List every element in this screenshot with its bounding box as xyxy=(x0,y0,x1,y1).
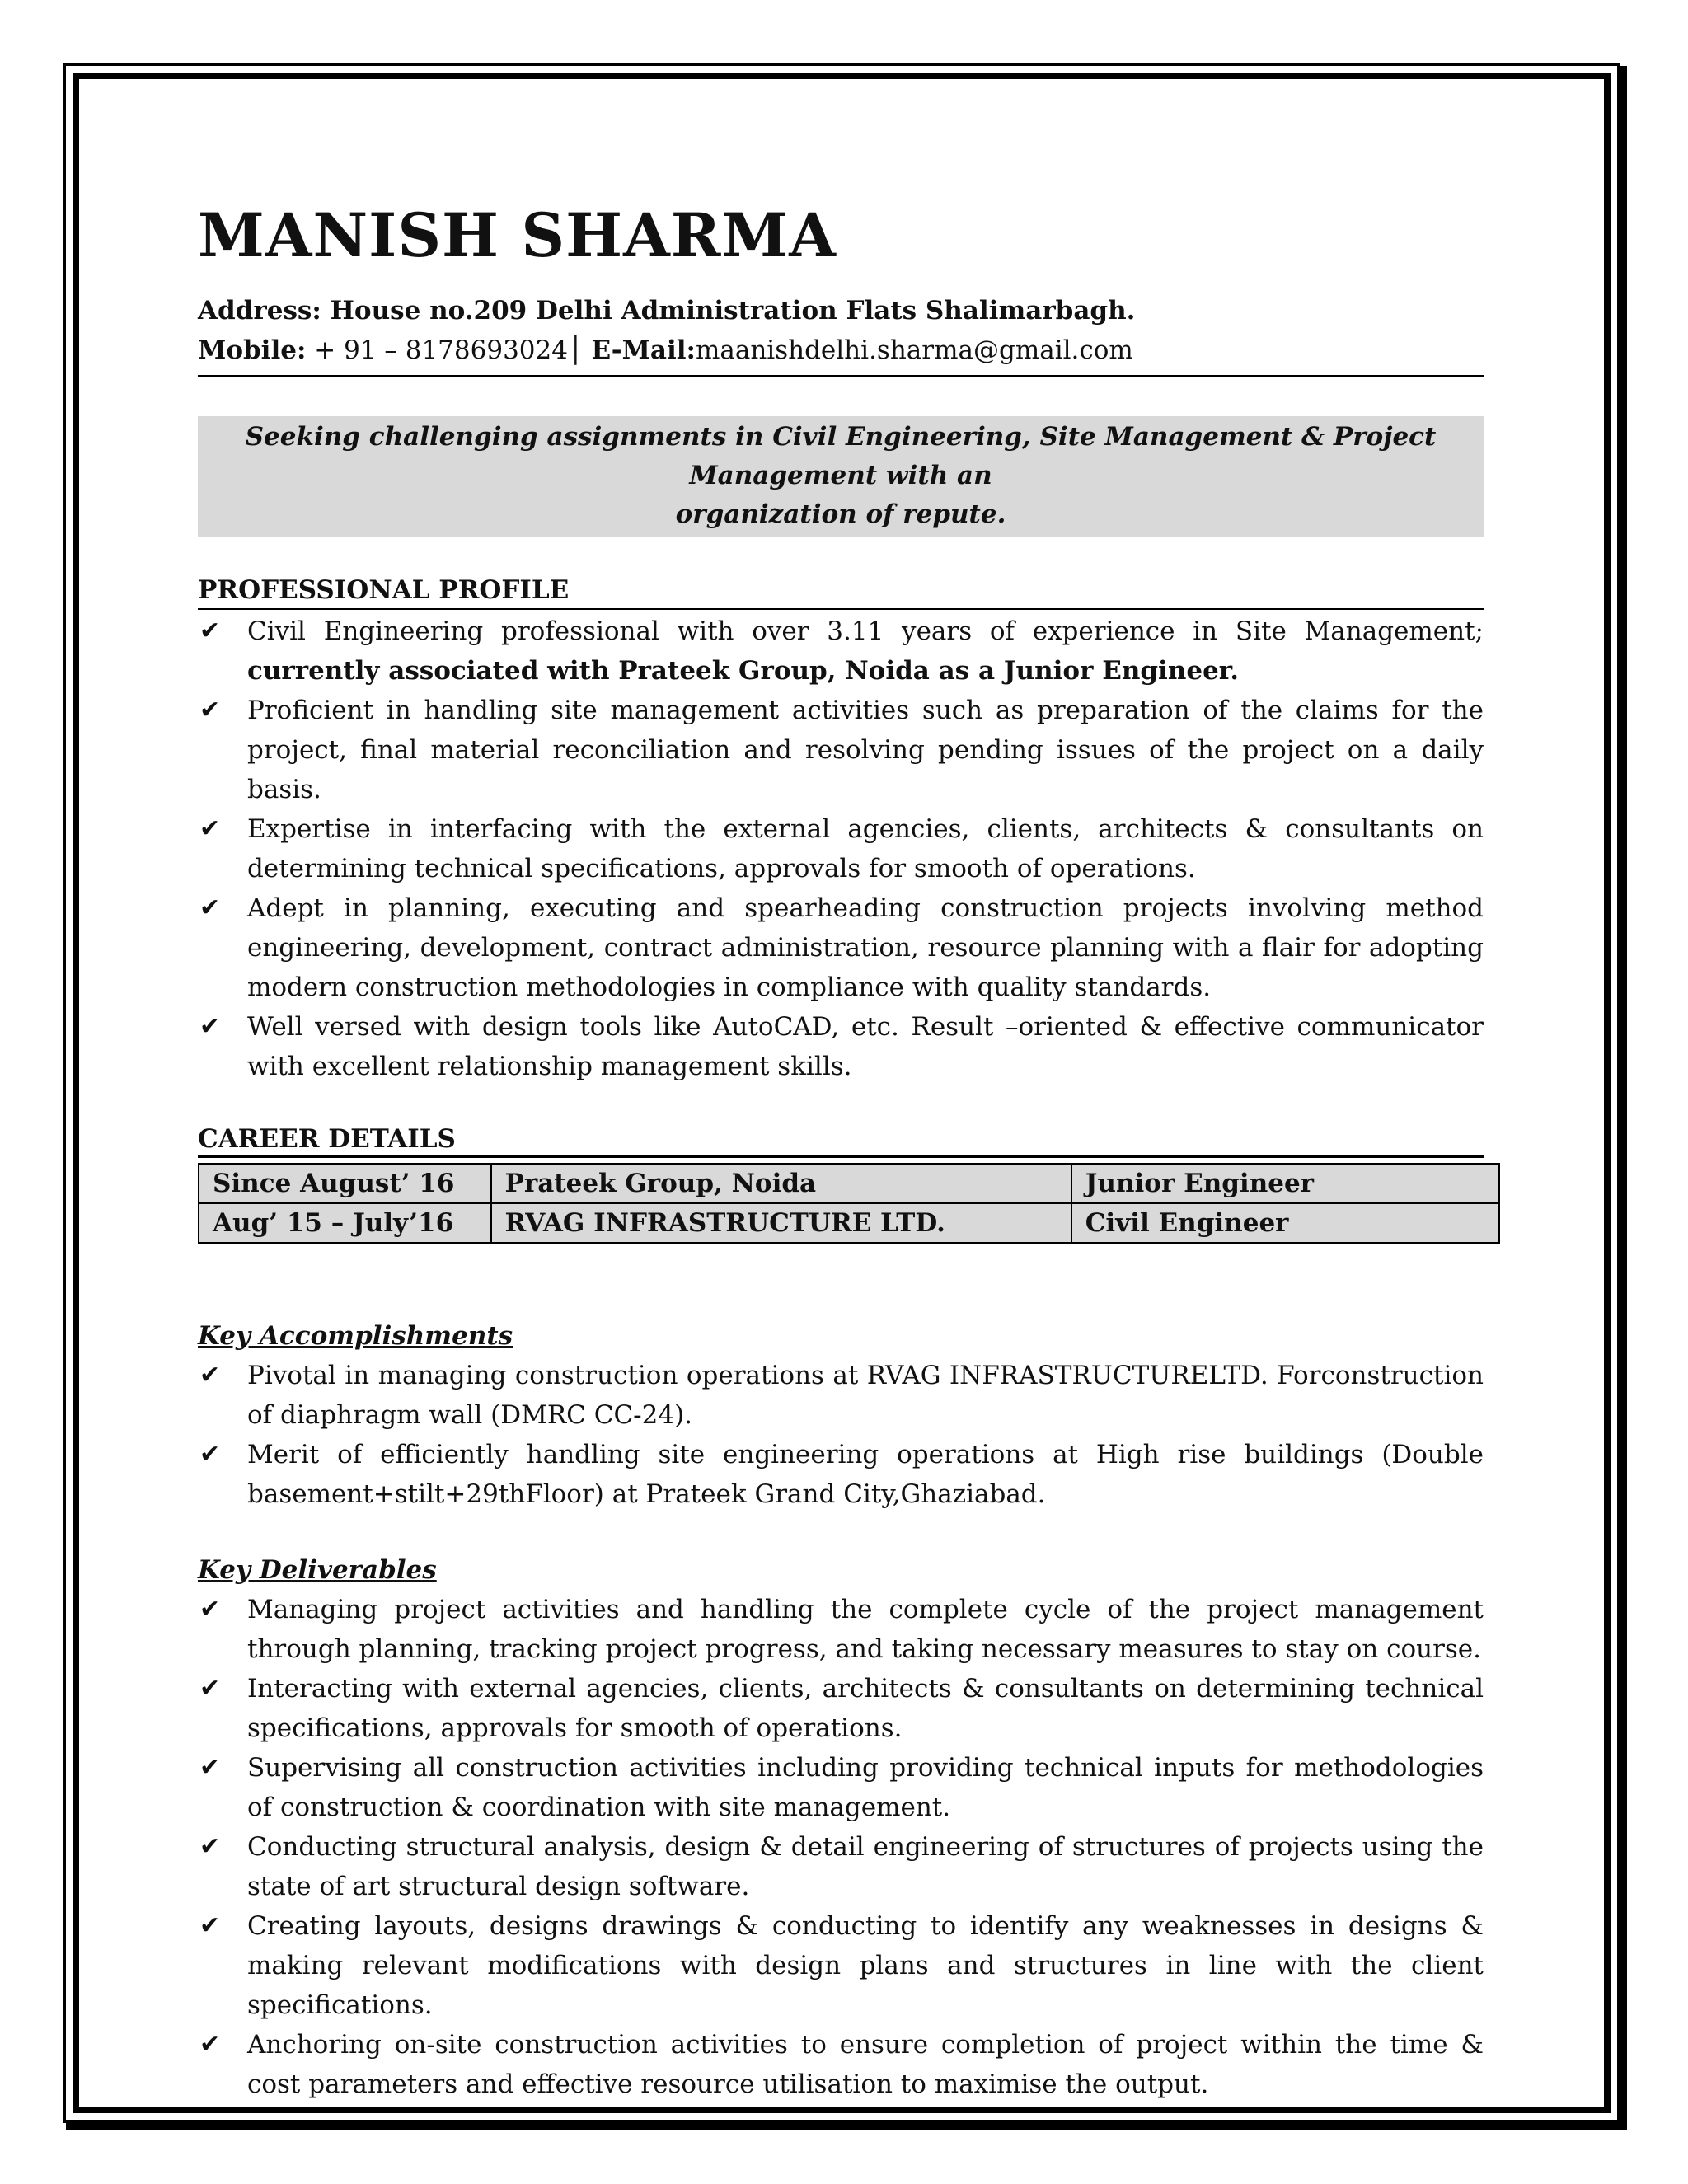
career-company: RVAG INFRASTRUCTURE LTD. xyxy=(491,1203,1071,1243)
list-item xyxy=(198,612,1484,691)
profile-item-text: Expertise in interfacing with the external agencies, clients, architects & consultants on determining technical specifications, approvals for smooth of operations. xyxy=(247,814,1484,883)
career-company: Prateek Group, Noida xyxy=(491,1164,1071,1203)
list-item xyxy=(198,1356,1484,1435)
checkmark-icon: ✔ xyxy=(199,1911,221,1940)
deliverable-text: Anchoring on-site construction activities to ensure completion of project within the time & cost parameters and effective resource utilisation to maximise the output. xyxy=(247,2030,1484,2099)
deliverables-list xyxy=(198,1590,1484,2104)
profile-item-text: Well versed with design tools like AutoCAD, etc. Result –oriented & effective communicator with excellent relationship management skills. xyxy=(247,1012,1484,1081)
email-value[interactable]: maanishdelhi.sharma@gmail.com xyxy=(695,335,1133,365)
checkmark-icon: ✔ xyxy=(199,893,221,922)
address-line xyxy=(198,291,1484,330)
checkmark-icon: ✔ xyxy=(199,1595,221,1624)
profile-item-highlight: currently associated with Prateek Group, Noida as a Junior Engineer. xyxy=(247,656,1240,686)
checkmark-icon: ✔ xyxy=(199,696,221,724)
career-heading-rule xyxy=(198,1155,1484,1158)
deliverable-text: Creating layouts, designs drawings & conducting to identify any weaknesses in designs & making relevant modifications with design plans and structures in line with the client specifications. xyxy=(247,1911,1484,2020)
checkmark-icon: ✔ xyxy=(199,2030,221,2059)
contact-line xyxy=(198,330,1484,370)
resume-content xyxy=(198,200,1484,2104)
deliverable-text: Supervising all construction activities including providing technical inputs for methodologies of construction & coordination with site management. xyxy=(247,1753,1484,1822)
accomplishments-list xyxy=(198,1356,1484,1514)
address-label: Address: xyxy=(198,296,321,326)
checkmark-icon: ✔ xyxy=(199,616,221,645)
checkmark-icon: ✔ xyxy=(199,1361,221,1390)
objective-line-1: Seeking challenging assignments in Civil Engineering, Site Management & Project Management with an xyxy=(245,422,1437,490)
accomplishments-heading: Key Accomplishments xyxy=(198,1321,513,1351)
list-item xyxy=(198,1906,1484,2025)
list-item xyxy=(198,1590,1484,1669)
checkmark-icon: ✔ xyxy=(199,1674,221,1703)
list-item xyxy=(198,809,1484,888)
list-item xyxy=(198,1827,1484,1906)
list-item xyxy=(198,691,1484,809)
table-row xyxy=(199,1164,1499,1203)
mobile-label: Mobile: xyxy=(198,335,307,365)
checkmark-icon: ✔ xyxy=(199,814,221,843)
accomplishment-text: Pivotal in managing construction operations at RVAG INFRASTRUCTURELTD. Forconstruction of diaphragm wall (DMRC CC-24). xyxy=(247,1361,1484,1430)
list-item xyxy=(198,1435,1484,1514)
checkmark-icon: ✔ xyxy=(199,1440,221,1469)
email-label: E-Mail: xyxy=(591,335,696,365)
profile-item-text: Adept in planning, executing and spearheading construction projects involving method engineering, development, contract administration, resource planning with a flair for adopting modern construction methodologies in compliance with quality standards. xyxy=(247,893,1484,1002)
table-row xyxy=(199,1203,1499,1243)
checkmark-icon: ✔ xyxy=(199,1012,221,1041)
career-role: Junior Engineer xyxy=(1071,1164,1499,1203)
deliverable-text: Conducting structural analysis, design & detail engineering of structures of projects using the state of art structural design software. xyxy=(247,1832,1484,1901)
header-divider xyxy=(198,375,1484,377)
candidate-name: MANISH SHARMA xyxy=(198,200,837,271)
career-table xyxy=(198,1163,1500,1244)
contact-separator: │ xyxy=(567,335,584,365)
career-role: Civil Engineer xyxy=(1071,1203,1499,1243)
mobile-value: + 91 – 8178693024 xyxy=(314,335,568,365)
accomplishment-text: Merit of efficiently handling site engineering operations at High rise buildings (Double basement+stilt+29thFloor) at Prateek Grand City,Ghaziabad. xyxy=(247,1440,1484,1509)
profile-list xyxy=(198,612,1484,1086)
list-item xyxy=(198,888,1484,1007)
objective-banner xyxy=(198,416,1484,537)
address-value: House no.209 Delhi Administration Flats Shalimarbagh. xyxy=(330,296,1136,326)
profile-item-text: Civil Engineering professional with over 3.11 years of experience in Site Management; xyxy=(247,616,1484,646)
career-heading: CAREER DETAILS xyxy=(198,1124,456,1154)
profile-item-text: Proficient in handling site management activities such as preparation of the claims for the project, final material reconciliation and resolving pending issues of the project on a daily basis. xyxy=(247,696,1484,804)
profile-heading: PROFESSIONAL PROFILE xyxy=(198,575,570,605)
list-item xyxy=(198,2025,1484,2104)
deliverable-text: Interacting with external agencies, clients, architects & consultants on determining technical specifications, approvals for smooth of operations. xyxy=(247,1674,1484,1743)
list-item xyxy=(198,1748,1484,1827)
page-border-shadow-right xyxy=(1620,66,1627,2130)
deliverables-heading: Key Deliverables xyxy=(198,1555,437,1585)
deliverable-text: Managing project activities and handling the complete cycle of the project management through planning, tracking project progress, and taking necessary measures to stay on course. xyxy=(247,1595,1484,1664)
list-item xyxy=(198,1669,1484,1748)
career-period: Since August’ 16 xyxy=(199,1164,491,1203)
list-item xyxy=(198,1007,1484,1086)
profile-heading-rule xyxy=(198,608,1484,610)
checkmark-icon: ✔ xyxy=(199,1753,221,1782)
checkmark-icon: ✔ xyxy=(199,1832,221,1861)
career-period: Aug’ 15 – July’16 xyxy=(199,1203,491,1243)
objective-line-2: organization of repute. xyxy=(675,499,1006,529)
page-border-shadow-bottom xyxy=(66,2123,1627,2130)
